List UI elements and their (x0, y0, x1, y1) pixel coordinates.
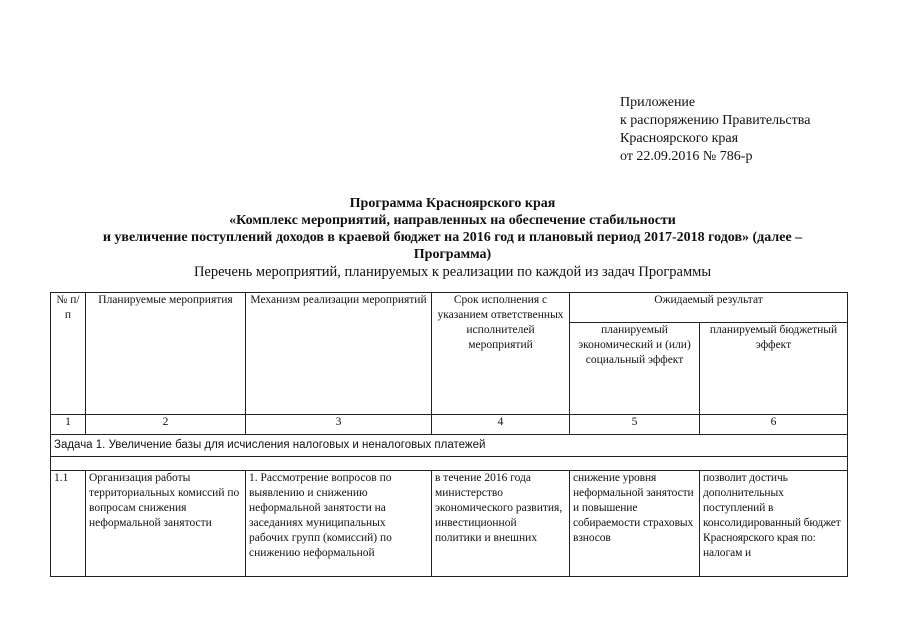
row-1-deadline: в течение 2016 года министерство экономического развития, инвестиционной политики и внешних (432, 471, 570, 577)
title-line-4: Программа) (413, 247, 492, 262)
row-1-budget-effect: позволит достичь дополнительных поступлений в консолидированный бюджет Красноярского края по: налогам и (700, 471, 848, 577)
column-number-1: 1 (51, 415, 86, 435)
header-expected-result: Ожидаемый результат (570, 293, 848, 323)
program-title (40, 195, 865, 263)
title-line-2: «Комплекс мероприятий, направленных на обеспечение стабильности (229, 213, 676, 228)
header-mechanism: Механизм реализации мероприятий (246, 293, 432, 415)
header-econ-effect: планируемый экономический и (или) социальный эффект (570, 323, 700, 415)
column-number-6: 6 (700, 415, 848, 435)
column-number-5: 5 (570, 415, 700, 435)
header-num: № п/п (51, 293, 86, 415)
row-1-num: 1.1 (51, 471, 86, 577)
column-number-3: 3 (246, 415, 432, 435)
title-line-3: и увеличение поступлений доходов в краевой бюджет на 2016 год и плановый период 2017-2018 годов» (далее – (102, 230, 803, 245)
row-1-econ-effect: снижение уровня неформальной занятости и повышение собираемости страховых взносов (570, 471, 700, 577)
appendix-block (620, 94, 810, 166)
row-1-activity: Организация работы территориальных комиссий по вопросам снижения неформальной занятости (86, 471, 246, 577)
appendix-line-1: Приложение (620, 95, 696, 110)
column-number-4: 4 (432, 415, 570, 435)
appendix-line-4: от 22.09.2016 № 786-р (620, 149, 753, 164)
header-budget-effect: планируемый бюджетный эффект (700, 323, 848, 415)
appendix-line-3: Красноярского края (620, 131, 739, 146)
column-number-2: 2 (86, 415, 246, 435)
header-deadline: Срок исполнения с указанием ответственных исполнителей мероприятий (432, 293, 570, 415)
title-line-1: Программа Красноярского края (349, 196, 556, 211)
appendix-line-2: к распоряжению Правительства (620, 113, 811, 128)
task-1-row: Задача 1. Увеличение базы для исчисления налоговых и неналоговых платежей (51, 435, 848, 457)
activities-table (50, 292, 848, 577)
table-spacer-row (51, 457, 848, 471)
row-1-mechanism: 1. Рассмотрение вопросов по выявлению и снижению неформальной занятости на заседаниях муниципальных рабочих групп (комиссий) по снижению неформальной (246, 471, 432, 577)
table-row (51, 471, 848, 577)
header-activities: Планируемые мероприятия (86, 293, 246, 415)
list-subtitle: Перечень мероприятий, планируемых к реализации по каждой из задач Программы (193, 264, 712, 280)
